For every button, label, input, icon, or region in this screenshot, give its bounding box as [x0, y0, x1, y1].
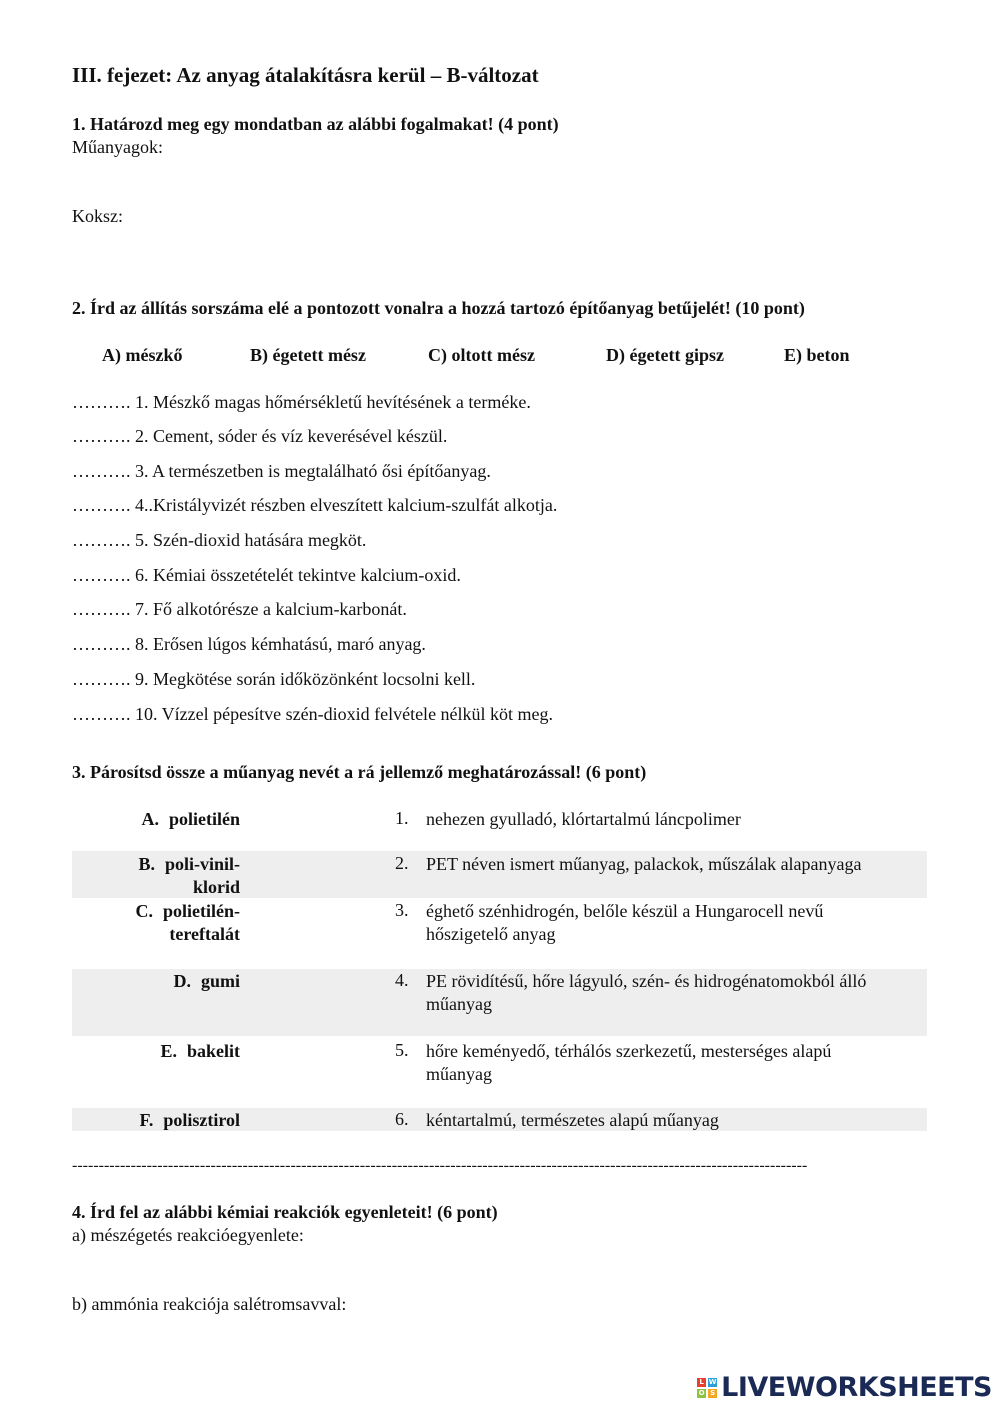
polymer-name: polisztirol — [163, 1110, 240, 1130]
definition-4: PE rövidítésű, hőre lágyuló, szén- és hidrogénatomokból álló műanyag — [426, 971, 867, 1014]
polymer-name: gumi — [200, 971, 240, 991]
statement-5: ………. 5. Szén-dioxid hatására megköt. — [72, 530, 367, 550]
separator-line: ------------------------------------------------------------------------------------------------------------------------------------------ — [72, 1157, 808, 1174]
polymer-b — [138, 853, 240, 899]
statement-2: ………. 2. Cement, sóder és víz keverésével készül. — [72, 426, 448, 446]
polymer-letter: C. — [135, 901, 153, 921]
q4-item-a: a) mészégetés reakcióegyenlete: — [72, 1225, 304, 1245]
logo-mark-icon — [697, 1378, 717, 1398]
statement-4: ………. 4..Kristályvizét részben elveszített kalcium-szulfát alkotja. — [72, 495, 558, 515]
page-title: III. fejezet: Az anyag átalakításra kerül – B-változat — [72, 63, 539, 87]
polymer-name: poli-vinil- — [164, 854, 240, 874]
question-2-heading: 2. Írd az állítás sorszáma elé a pontozott vonalra a hozzá tartozó építőanyag betűjelét! (10 pont) — [72, 298, 805, 318]
polymer-name-cont: tereftalát — [169, 924, 240, 944]
q4-item-b: b) ammónia reakciója salétromsavval: — [72, 1294, 347, 1314]
polymer-letter: F. — [139, 1110, 154, 1130]
polymer-name: bakelit — [186, 1041, 240, 1061]
polymer-e — [160, 1040, 240, 1063]
logo-tile-w: W — [708, 1377, 717, 1386]
polymer-name-cont: klorid — [192, 877, 240, 897]
option-b: B) égetett mész — [250, 345, 366, 365]
polymer-f — [139, 1109, 240, 1132]
liveworksheets-logo — [697, 1372, 992, 1403]
definition-number-1: 1. — [395, 808, 409, 828]
statement-7: ………. 7. Fő alkotórésze a kalcium-karbonát. — [72, 599, 407, 619]
option-e: E) beton — [784, 345, 850, 365]
definition-1: nehezen gyulladó, klórtartalmú láncpolimer — [426, 809, 741, 829]
polymer-letter: B. — [138, 854, 155, 874]
statement-8: ………. 8. Erősen lúgos kémhatású, maró anyag. — [72, 634, 426, 654]
question-3-heading: 3. Párosítsd össze a műanyag nevét a rá jellemző meghatározással! (6 pont) — [72, 762, 647, 782]
option-c: C) oltott mész — [428, 345, 535, 365]
definition-number-4: 4. — [395, 970, 409, 990]
q1-item-muanyagok: Műanyagok: — [72, 137, 163, 157]
definition-6: kéntartalmú, természetes alapú műanyag — [426, 1110, 719, 1130]
statement-3: ………. 3. A természetben is megtalálható ősi építőanyag. — [72, 461, 491, 481]
statement-1: ………. 1. Mészkő magas hőmérsékletű hevítésének a terméke. — [72, 392, 531, 412]
statement-6: ………. 6. Kémiai összetételét tekintve kalcium-oxid. — [72, 565, 461, 585]
polymer-d — [173, 970, 240, 993]
polymer-name: polietilén — [169, 809, 240, 829]
definition-5: hőre keményedő, térhálós szerkezetű, mesterséges alapú műanyag — [426, 1041, 832, 1084]
statement-10: ………. 10. Vízzel pépesítve szén-dioxid felvétele nélkül köt meg. — [72, 704, 554, 724]
option-d: D) égetett gipsz — [606, 345, 724, 365]
polymer-c — [136, 900, 241, 946]
definition-2: PET néven ismert műanyag, palackok, műszálak alapanyaga — [426, 854, 862, 874]
option-a: A) mészkő — [102, 345, 183, 365]
logo-tile-s: S — [710, 1388, 716, 1397]
polymer-letter: A. — [141, 809, 159, 829]
definition-number-6: 6. — [395, 1109, 409, 1129]
polymer-letter: E. — [160, 1041, 177, 1061]
q1-item-koksz: Koksz: — [72, 206, 123, 226]
definition-3: éghető szénhidrogén, belőle készül a Hungarocell nevű hőszigetelő anyag — [426, 901, 824, 944]
polymer-letter: D. — [173, 971, 191, 991]
polymer-name: polietilén- — [163, 901, 240, 921]
statement-9: ………. 9. Megkötése során időközönként locsolni kell. — [72, 669, 476, 689]
definition-number-3: 3. — [395, 900, 409, 920]
question-1-heading: 1. Határozd meg egy mondatban az alábbi fogalmakat! (4 pont) — [72, 114, 559, 134]
logo-text: LIVEWORKSHEETS — [721, 1372, 992, 1403]
logo-tile-o: O — [698, 1388, 705, 1397]
logo-tile-l: L — [697, 1378, 706, 1387]
definition-number-2: 2. — [395, 853, 409, 873]
definition-number-5: 5. — [395, 1040, 409, 1060]
question-4-heading: 4. Írd fel az alábbi kémiai reakciók egyenleteit! (6 pont) — [72, 1202, 498, 1222]
polymer-a — [142, 808, 241, 831]
